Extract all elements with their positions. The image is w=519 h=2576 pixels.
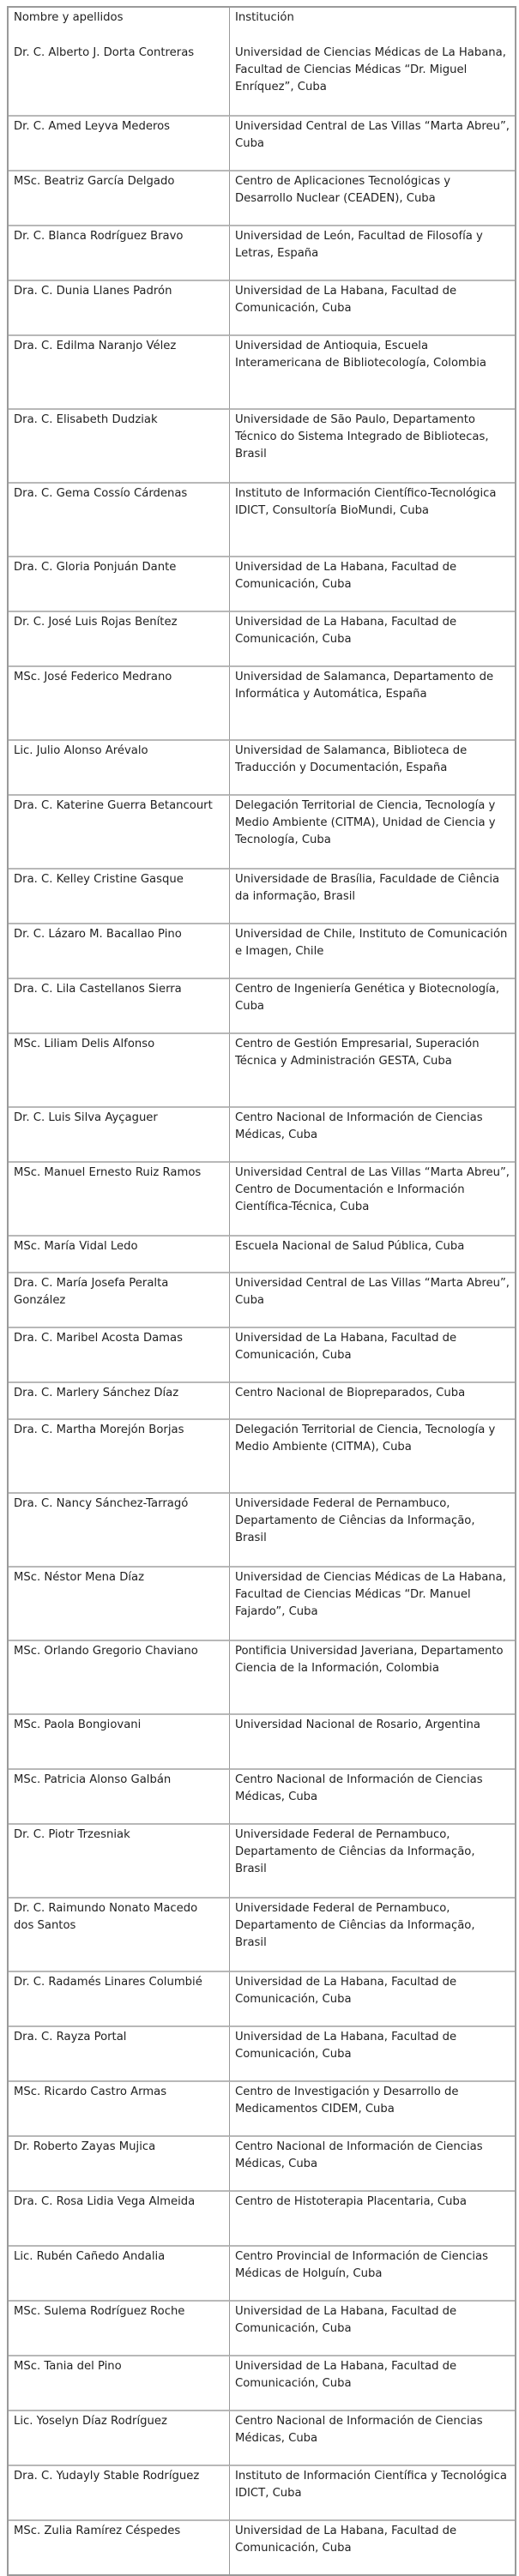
- member-institution: Universidad de Salamanca, Biblioteca de Traducción y Documentación, España: [230, 741, 515, 796]
- table-row: [9, 1328, 515, 1383]
- member-institution: Universidad de Salamanca, Departamento de Informática y Automática, España: [230, 667, 515, 741]
- member-name: MSc. Patricia Alonso Galbán: [9, 1770, 230, 1825]
- member-institution: Universidad Central de Las Villas “Marta Abreu”, Cuba: [230, 1273, 515, 1328]
- table-row: [9, 1568, 515, 1641]
- member-name: MSc. Beatriz García Delgado: [9, 172, 230, 226]
- member-name: Lic. Yoselyn Díaz Rodríguez: [9, 2411, 230, 2466]
- table-row: [9, 1899, 515, 1972]
- table-row: [9, 2137, 515, 2192]
- member-institution: Instituto de Información Científico-Tecnológica IDICT, Consultoría BioMundi, Cuba: [230, 484, 515, 557]
- member-institution: Centro Nacional de Información de Ciencias Médicas, Cuba: [230, 1770, 515, 1825]
- member-name: Dra. C. Rayza Portal: [9, 2027, 230, 2082]
- member-name: MSc. Ricardo Castro Armas: [9, 2082, 230, 2137]
- member-institution: Delegación Territorial de Ciencia, Tecnología y Medio Ambiente (CITMA), Cuba: [230, 1420, 515, 1494]
- table-row: [9, 1420, 515, 1494]
- member-institution: Delegación Territorial de Ciencia, Tecnología y Medio Ambiente (CITMA), Unidad de Ciencia y Tecnología, Cuba: [230, 796, 515, 870]
- member-institution: Centro Nacional de Información de Ciencias Médicas, Cuba: [230, 2411, 515, 2466]
- table-row: [9, 741, 515, 796]
- member-institution: Universidad Central de Las Villas “Marta Abreu”, Centro de Documentación e Información Científica-Técnica, Cuba: [230, 1163, 515, 1237]
- table-row: [9, 2411, 515, 2466]
- table-row: [9, 796, 515, 870]
- member-institution: Centro de Ingeniería Genética y Biotecnología, Cuba: [230, 979, 515, 1034]
- member-name: Dra. C. María Josefa Peralta González: [9, 1273, 230, 1328]
- member-name: MSc. Orlando Gregorio Chaviano: [9, 1641, 230, 1715]
- table-row: [9, 612, 515, 667]
- table-row: [9, 484, 515, 557]
- member-name: Dr. C. Luis Silva Ayçaguer: [9, 1108, 230, 1163]
- member-name: MSc. Zulia Ramírez Céspedes: [9, 2521, 230, 2574]
- member-institution: Centro de Aplicaciones Tecnológicas y Desarrollo Nuclear (CEADEN), Cuba: [230, 172, 515, 226]
- member-name: Dra. C. Maribel Acosta Damas: [9, 1328, 230, 1383]
- table-row: [9, 2302, 515, 2356]
- member-institution: Centro Nacional de Información de Ciencias Médicas, Cuba: [230, 1108, 515, 1163]
- member-name: Dra. C. Marlery Sánchez Díaz: [9, 1383, 230, 1420]
- table-row: [9, 1273, 515, 1328]
- table-row: [9, 2082, 515, 2137]
- member-institution: Instituto de Información Científica y Tecnológica IDICT, Cuba: [230, 2466, 515, 2521]
- table-row: [9, 336, 515, 410]
- table-body: [9, 43, 515, 2574]
- table-row: [9, 2247, 515, 2302]
- member-name: Dra. C. Elisabeth Dudziak: [9, 410, 230, 484]
- table-row: [9, 870, 515, 924]
- members-table: [7, 6, 516, 2576]
- member-institution: Centro Provincial de Información de Ciencias Médicas de Holguín, Cuba: [230, 2247, 515, 2302]
- member-name: Dr. C. Alberto J. Dorta Contreras: [9, 43, 230, 117]
- member-institution: Universidad de León, Facultad de Filosofía y Letras, España: [230, 226, 515, 281]
- table-row: [9, 410, 515, 484]
- member-institution: Universidad de La Habana, Facultad de Comunicación, Cuba: [230, 612, 515, 667]
- member-name: Dra. C. Katerine Guerra Betancourt: [9, 796, 230, 870]
- member-institution: Pontificia Universidad Javeriana, Departamento Ciencia de la Información, Colombia: [230, 1641, 515, 1715]
- member-institution: Escuela Nacional de Salud Pública, Cuba: [230, 1237, 515, 1273]
- member-name: Dra. C. Yudayly Stable Rodríguez: [9, 2466, 230, 2521]
- member-name: MSc. José Federico Medrano: [9, 667, 230, 741]
- member-name: Dr. C. Piotr Trzesniak: [9, 1825, 230, 1899]
- table-row: [9, 924, 515, 979]
- table-row: [9, 1494, 515, 1568]
- member-institution: Centro de Investigación y Desarrollo de Medicamentos CIDEM, Cuba: [230, 2082, 515, 2137]
- member-name: Dra. C. Martha Morejón Borjas: [9, 1420, 230, 1494]
- table-row: [9, 2192, 515, 2247]
- member-name: Dra. C. Nancy Sánchez-Tarragó: [9, 1494, 230, 1568]
- table-row: [9, 281, 515, 336]
- member-institution: Universidad de La Habana, Facultad de Comunicación, Cuba: [230, 557, 515, 612]
- member-institution: Universidad de Antioquia, Escuela Interamericana de Bibliotecología, Colombia: [230, 336, 515, 410]
- table-row: [9, 1972, 515, 2027]
- table-row: [9, 667, 515, 741]
- member-name: Dr. C. Raimundo Nonato Macedo dos Santos: [9, 1899, 230, 1972]
- member-institution: Universidad de La Habana, Facultad de Comunicación, Cuba: [230, 2027, 515, 2082]
- member-name: MSc. Néstor Mena Díaz: [9, 1568, 230, 1641]
- member-name: MSc. Manuel Ernesto Ruiz Ramos: [9, 1163, 230, 1237]
- table-header-row: [9, 8, 515, 43]
- member-institution: Universidad de La Habana, Facultad de Comunicación, Cuba: [235, 2525, 457, 2555]
- member-name: Dra. C. Gema Cossío Cárdenas: [9, 484, 230, 557]
- table-row: [9, 2027, 515, 2082]
- table-row: [9, 1770, 515, 1825]
- member-institution: Universidad de La Habana, Facultad de Comunicación, Cuba: [230, 281, 515, 336]
- member-institution: Universidad de Ciencias Médicas de La Habana, Facultad de Ciencias Médicas “Dr. Manuel Fajardo”, Cuba: [230, 1568, 515, 1641]
- table-row: [9, 117, 515, 172]
- table-row: [9, 1825, 515, 1899]
- column-header-name: Nombre y apellidos: [9, 8, 230, 43]
- table-row: [9, 172, 515, 226]
- member-institution: Universidad de La Habana, Facultad de Comunicación, Cuba: [230, 1328, 515, 1383]
- member-name: Dra. C. Edilma Naranjo Vélez: [9, 336, 230, 410]
- member-name: Dra. C. Rosa Lidia Vega Almeida: [9, 2192, 230, 2247]
- table-row: [9, 979, 515, 1034]
- table-row: [9, 2466, 515, 2521]
- member-institution: Universidad de La Habana, Facultad de Comunicación, Cuba: [230, 2302, 515, 2356]
- member-name: MSc. Sulema Rodríguez Roche: [9, 2302, 230, 2356]
- member-institution: Universidade Federal de Pernambuco, Departamento de Ciências da Informação, Brasil: [230, 1494, 515, 1568]
- member-institution: Universidad Nacional de Rosario, Argentina: [230, 1715, 515, 1770]
- table-row: [9, 1163, 515, 1237]
- table-row: [9, 2356, 515, 2411]
- table-row: [9, 1108, 515, 1163]
- table-row: [9, 2521, 515, 2574]
- table-row: [9, 1641, 515, 1715]
- table-row: [9, 1715, 515, 1770]
- member-name: Dra. C. Kelley Cristine Gasque: [9, 870, 230, 924]
- member-institution: Universidade de São Paulo, Departamento Técnico do Sistema Integrado de Bibliotecas, Brasil: [230, 410, 515, 484]
- member-institution: Universidad Central de Las Villas “Marta Abreu”, Cuba: [230, 117, 515, 172]
- member-institution: Universidade Federal de Pernambuco, Departamento de Ciências da Informação, Brasil: [230, 1825, 515, 1899]
- table-row: [9, 1383, 515, 1420]
- column-header-institution: Institución: [235, 11, 294, 24]
- member-name: Dra. C. Dunia Llanes Padrón: [9, 281, 230, 336]
- member-name: Dr. C. Lázaro M. Bacallao Pino: [9, 924, 230, 979]
- table-row: [9, 1034, 515, 1108]
- member-name: Dra. C. Lila Castellanos Sierra: [9, 979, 230, 1034]
- member-name: MSc. María Vidal Ledo: [9, 1237, 230, 1273]
- table-row: [9, 226, 515, 281]
- member-institution: Universidad de La Habana, Facultad de Comunicación, Cuba: [230, 1972, 515, 2027]
- member-institution: Centro Nacional de Información de Ciencias Médicas, Cuba: [230, 2137, 515, 2192]
- member-name: MSc. Liliam Delis Alfonso: [9, 1034, 230, 1108]
- member-institution: Universidad de Ciencias Médicas de La Habana, Facultad de Ciencias Médicas “Dr. Miguel Enríquez”, Cuba: [230, 43, 515, 117]
- member-institution: Centro de Gestión Empresarial, Superación Técnica y Administración GESTA, Cuba: [230, 1034, 515, 1108]
- member-institution: Centro Nacional de Biopreparados, Cuba: [230, 1383, 515, 1420]
- member-name: Dr. C. Blanca Rodríguez Bravo: [9, 226, 230, 281]
- table-row: [9, 43, 515, 117]
- member-name: MSc. Paola Bongiovani: [9, 1715, 230, 1770]
- member-name: Lic. Rubén Cañedo Andalia: [9, 2247, 230, 2302]
- member-institution: Universidade de Brasília, Faculdade de Ciência da informação, Brasil: [230, 870, 515, 924]
- member-institution: Centro de Histoterapia Placentaria, Cuba: [230, 2192, 515, 2247]
- member-name: Lic. Julio Alonso Arévalo: [9, 741, 230, 796]
- member-name: Dr. C. José Luis Rojas Benítez: [9, 612, 230, 667]
- member-name: MSc. Tania del Pino: [9, 2356, 230, 2411]
- table-row: [9, 1237, 515, 1273]
- member-institution: Universidad de Chile, Instituto de Comunicación e Imagen, Chile: [230, 924, 515, 979]
- member-institution: Universidade Federal de Pernambuco, Departamento de Ciências da Informação, Brasil: [230, 1899, 515, 1972]
- member-institution: Universidad de La Habana, Facultad de Comunicación, Cuba: [230, 2356, 515, 2411]
- member-name: Dr. C. Radamés Linares Columbié: [9, 1972, 230, 2027]
- member-name: Dr. C. Amed Leyva Mederos: [9, 117, 230, 172]
- member-name: Dra. C. Gloria Ponjuán Dante: [9, 557, 230, 612]
- table-row: [9, 557, 515, 612]
- member-name: Dr. Roberto Zayas Mujica: [9, 2137, 230, 2192]
